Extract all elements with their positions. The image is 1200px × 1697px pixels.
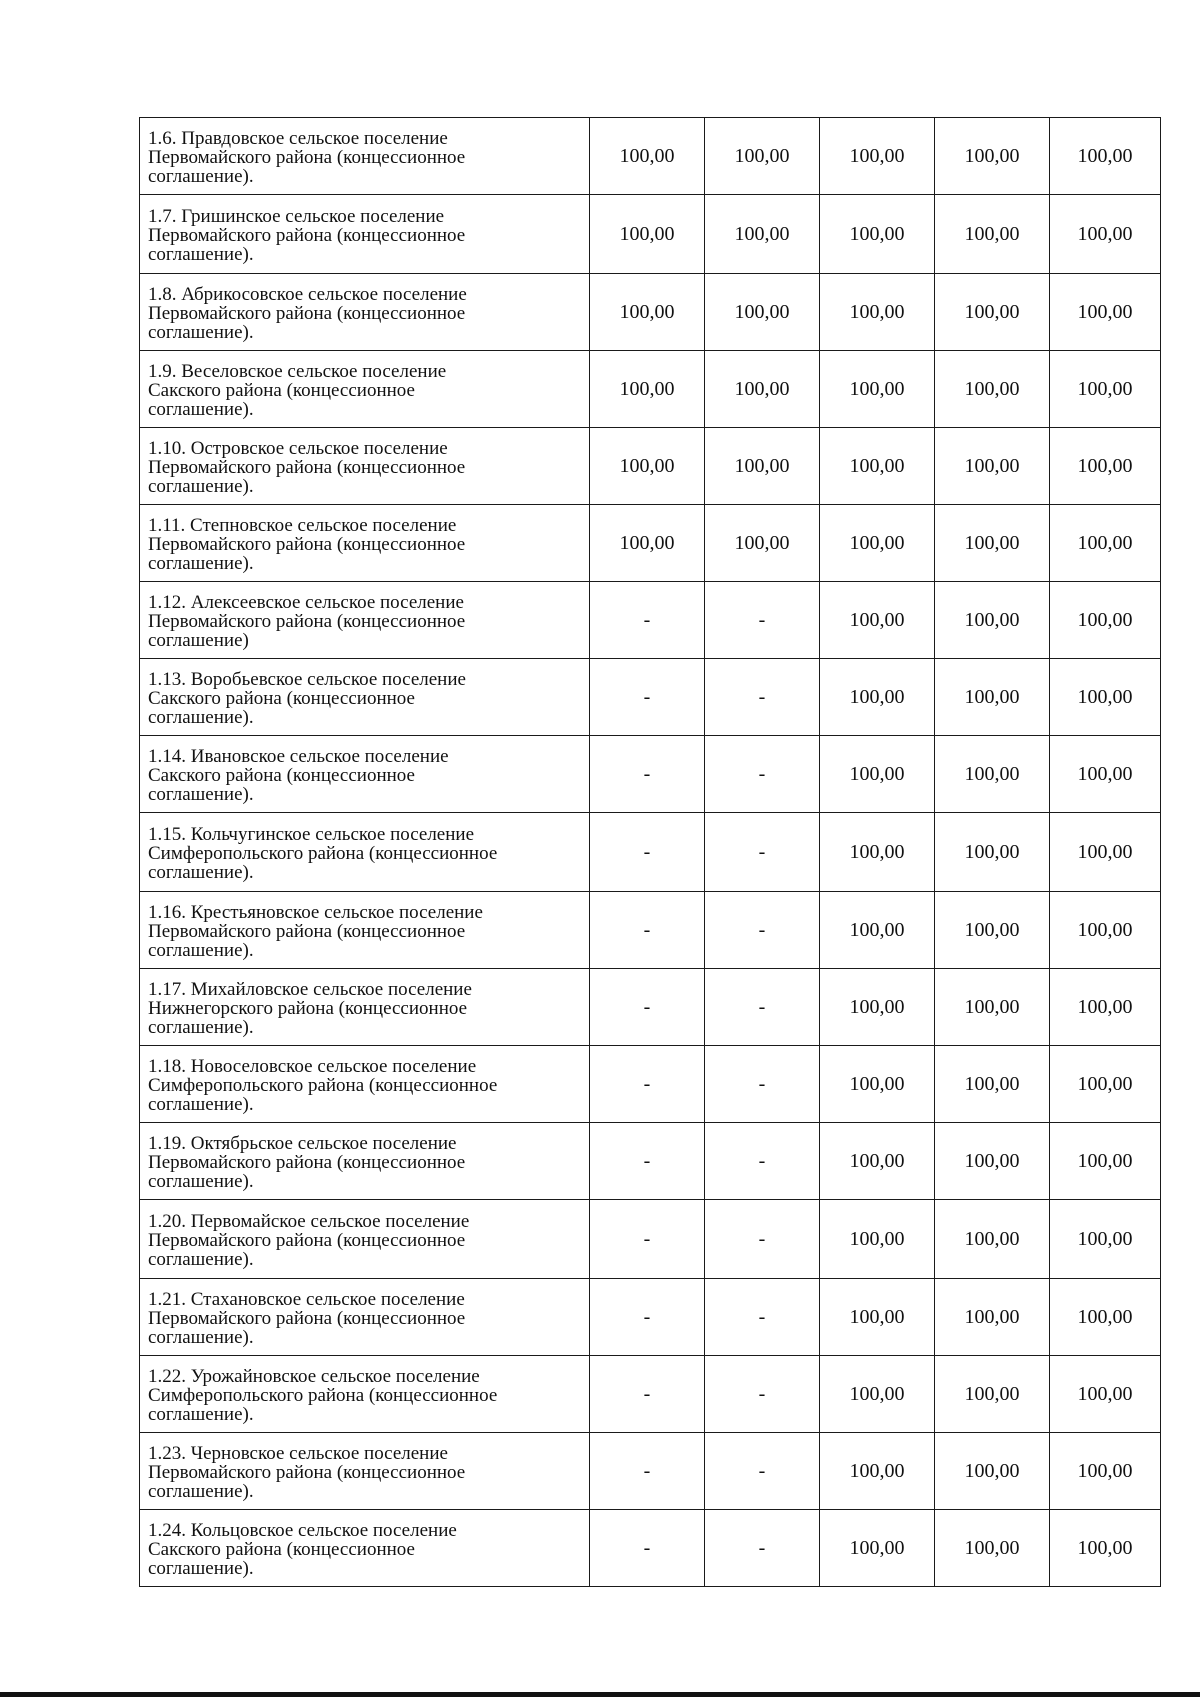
settlement-name-line: 1.17. Михайловское сельское поселение <box>148 978 472 1000</box>
value-cell: 100,00 <box>935 1200 1050 1279</box>
settlement-name-cell <box>140 1200 590 1279</box>
page-bottom-divider <box>0 1692 1200 1697</box>
value-cell: 100,00 <box>705 118 820 195</box>
value-cell: 100,00 <box>1050 1123 1161 1200</box>
settlement-name-line: 1.9. Веселовское сельское поселение <box>148 360 447 382</box>
settlement-name-line: соглашение). <box>148 1170 254 1192</box>
settlement-name-line: соглашение). <box>148 939 254 961</box>
value-cell: - <box>590 969 705 1046</box>
table-row <box>140 118 1161 195</box>
value-cell: 100,00 <box>1050 195 1161 274</box>
value-cell: 100,00 <box>705 274 820 351</box>
settlement-name-line: Сакского района (концессионное <box>148 1538 415 1560</box>
value-cell: 100,00 <box>590 351 705 428</box>
table-row <box>140 274 1161 351</box>
settlement-name-cell <box>140 1279 590 1356</box>
settlement-name-line: соглашение). <box>148 1403 254 1425</box>
value-cell: 100,00 <box>935 195 1050 274</box>
settlement-name-cell <box>140 813 590 892</box>
value-cell: - <box>705 1356 820 1433</box>
settlement-name-line: соглашение). <box>148 861 254 883</box>
value-cell: 100,00 <box>935 1356 1050 1433</box>
table-row <box>140 1279 1161 1356</box>
value-cell: 100,00 <box>1050 1510 1161 1587</box>
settlement-name-cell <box>140 1356 590 1433</box>
settlement-name-line: 1.12. Алексеевское сельское поселение <box>148 591 464 613</box>
value-cell: 100,00 <box>1050 1433 1161 1510</box>
value-cell: 100,00 <box>935 1433 1050 1510</box>
value-cell: 100,00 <box>590 195 705 274</box>
settlement-name-line: 1.14. Ивановское сельское поселение <box>148 745 449 767</box>
value-cell: 100,00 <box>935 969 1050 1046</box>
value-cell: 100,00 <box>1050 1046 1161 1123</box>
value-cell: 100,00 <box>1050 736 1161 813</box>
table-row <box>140 1356 1161 1433</box>
value-cell: - <box>705 892 820 969</box>
value-cell: 100,00 <box>590 428 705 505</box>
settlement-name-line: Первомайского района (концессионное <box>148 920 466 942</box>
value-cell: - <box>590 582 705 659</box>
settlement-name-line: соглашение). <box>148 1093 254 1115</box>
table-row <box>140 428 1161 505</box>
table-row <box>140 1433 1161 1510</box>
table-row <box>140 351 1161 428</box>
value-cell: - <box>705 1046 820 1123</box>
value-cell: 100,00 <box>820 351 935 428</box>
settlements-table <box>139 117 1161 1587</box>
settlement-name-line: Первомайского района (концессионное <box>148 1461 466 1483</box>
value-cell: 100,00 <box>820 1046 935 1123</box>
value-cell: 100,00 <box>820 505 935 582</box>
value-cell: - <box>705 1279 820 1356</box>
value-cell: 100,00 <box>705 351 820 428</box>
value-cell: - <box>590 1123 705 1200</box>
settlement-name-line: соглашение). <box>148 1326 254 1348</box>
table-row <box>140 659 1161 736</box>
value-cell: 100,00 <box>820 428 935 505</box>
value-cell: 100,00 <box>590 118 705 195</box>
value-cell: 100,00 <box>1050 1279 1161 1356</box>
settlement-name-cell <box>140 274 590 351</box>
table-row <box>140 1123 1161 1200</box>
settlement-name-line: соглашение). <box>148 475 254 497</box>
settlement-name-cell <box>140 1123 590 1200</box>
settlement-name-line: Первомайского района (концессионное <box>148 610 466 632</box>
value-cell: 100,00 <box>705 505 820 582</box>
settlement-name-line: 1.19. Октябрьское сельское поселение <box>148 1132 457 1154</box>
settlement-name-line: 1.8. Абрикосовское сельское поселение <box>148 283 467 305</box>
settlement-name-line: соглашение) <box>148 629 249 651</box>
table-row <box>140 505 1161 582</box>
settlement-name-line: Симферопольского района (концессионное <box>148 842 498 864</box>
settlement-name-cell <box>140 1046 590 1123</box>
value-cell: - <box>590 813 705 892</box>
settlement-name-cell <box>140 428 590 505</box>
value-cell: - <box>705 659 820 736</box>
value-cell: 100,00 <box>1050 351 1161 428</box>
value-cell: 100,00 <box>935 118 1050 195</box>
settlement-name-line: 1.16. Крестьяновское сельское поселение <box>148 901 483 923</box>
value-cell: - <box>590 1279 705 1356</box>
settlement-name-line: соглашение). <box>148 1480 254 1502</box>
value-cell: - <box>590 736 705 813</box>
value-cell: 100,00 <box>820 892 935 969</box>
value-cell: 100,00 <box>935 1510 1050 1587</box>
settlement-name-line: Первомайского района (концессионное <box>148 456 466 478</box>
settlement-name-line: 1.23. Черновское сельское поселение <box>148 1442 448 1464</box>
settlement-name-line: Симферопольского района (концессионное <box>148 1384 498 1406</box>
value-cell: - <box>705 582 820 659</box>
value-cell: 100,00 <box>935 351 1050 428</box>
value-cell: 100,00 <box>820 1279 935 1356</box>
value-cell: - <box>705 813 820 892</box>
value-cell: - <box>590 892 705 969</box>
settlement-name-cell <box>140 1510 590 1587</box>
value-cell: 100,00 <box>1050 582 1161 659</box>
value-cell: 100,00 <box>820 813 935 892</box>
settlement-name-cell <box>140 195 590 274</box>
settlement-name-cell <box>140 351 590 428</box>
settlement-name-line: Первомайского района (концессионное <box>148 1229 466 1251</box>
value-cell: 100,00 <box>1050 274 1161 351</box>
value-cell: 100,00 <box>935 892 1050 969</box>
value-cell: 100,00 <box>820 274 935 351</box>
value-cell: 100,00 <box>1050 118 1161 195</box>
value-cell: 100,00 <box>820 118 935 195</box>
settlement-name-line: соглашение). <box>148 243 254 265</box>
value-cell: 100,00 <box>1050 659 1161 736</box>
value-cell: 100,00 <box>820 1510 935 1587</box>
table-row <box>140 1510 1161 1587</box>
settlement-name-line: 1.22. Урожайновское сельское поселение <box>148 1365 480 1387</box>
value-cell: 100,00 <box>820 582 935 659</box>
value-cell: 100,00 <box>1050 428 1161 505</box>
value-cell: 100,00 <box>1050 813 1161 892</box>
settlement-name-line: Нижнегорского района (концессионное <box>148 997 468 1019</box>
value-cell: - <box>705 969 820 1046</box>
value-cell: - <box>590 1433 705 1510</box>
value-cell: 100,00 <box>820 736 935 813</box>
value-cell: 100,00 <box>705 428 820 505</box>
settlement-name-line: Первомайского района (концессионное <box>148 533 466 555</box>
table-row <box>140 813 1161 892</box>
settlement-name-line: Сакского района (концессионное <box>148 687 415 709</box>
settlement-name-line: 1.10. Островское сельское поселение <box>148 437 448 459</box>
value-cell: 100,00 <box>1050 1200 1161 1279</box>
settlement-name-line: 1.15. Кольчугинское сельское поселение <box>148 823 475 845</box>
settlement-name-line: 1.21. Стахановское сельское поселение <box>148 1288 465 1310</box>
value-cell: 100,00 <box>935 274 1050 351</box>
table-body <box>140 118 1161 1587</box>
value-cell: 100,00 <box>935 505 1050 582</box>
value-cell: 100,00 <box>820 1356 935 1433</box>
value-cell: 100,00 <box>820 659 935 736</box>
settlement-name-line: соглашение). <box>148 165 254 187</box>
settlement-name-cell <box>140 118 590 195</box>
value-cell: - <box>705 1200 820 1279</box>
value-cell: 100,00 <box>1050 505 1161 582</box>
settlement-name-line: соглашение). <box>148 1248 254 1270</box>
value-cell: 100,00 <box>935 582 1050 659</box>
value-cell: - <box>705 1510 820 1587</box>
settlement-name-line: Первомайского района (концессионное <box>148 146 466 168</box>
settlement-name-line: Первомайского района (концессионное <box>148 1151 466 1173</box>
settlement-name-line: соглашение). <box>148 321 254 343</box>
value-cell: 100,00 <box>705 195 820 274</box>
settlement-name-line: Первомайского района (концессионное <box>148 1307 466 1329</box>
value-cell: 100,00 <box>1050 969 1161 1046</box>
settlement-name-cell <box>140 582 590 659</box>
settlement-name-cell <box>140 505 590 582</box>
settlement-name-line: 1.7. Гришинское сельское поселение <box>148 205 445 227</box>
value-cell: - <box>590 659 705 736</box>
settlement-name-line: Первомайского района (концессионное <box>148 302 466 324</box>
value-cell: 100,00 <box>935 659 1050 736</box>
settlement-name-line: 1.6. Правдовское сельское поселение <box>148 127 448 149</box>
value-cell: 100,00 <box>820 195 935 274</box>
value-cell: 100,00 <box>935 1279 1050 1356</box>
value-cell: 100,00 <box>935 813 1050 892</box>
settlement-name-line: 1.18. Новоселовское сельское поселение <box>148 1055 477 1077</box>
settlement-name-line: соглашение). <box>148 552 254 574</box>
value-cell: 100,00 <box>935 1046 1050 1123</box>
settlement-name-line: 1.13. Воробьевское сельское поселение <box>148 668 466 690</box>
value-cell: 100,00 <box>935 1123 1050 1200</box>
settlement-name-cell <box>140 892 590 969</box>
settlement-name-line: 1.20. Первомайское сельское поселение <box>148 1210 470 1232</box>
table-row <box>140 582 1161 659</box>
value-cell: 100,00 <box>820 1200 935 1279</box>
value-cell: - <box>705 736 820 813</box>
settlement-name-line: Сакского района (концессионное <box>148 379 415 401</box>
value-cell: 100,00 <box>1050 892 1161 969</box>
value-cell: 100,00 <box>590 505 705 582</box>
value-cell: - <box>705 1123 820 1200</box>
value-cell: 100,00 <box>820 1433 935 1510</box>
settlement-name-cell <box>140 1433 590 1510</box>
settlement-name-line: Первомайского района (концессионное <box>148 224 466 246</box>
settlement-name-line: 1.11. Степновское сельское поселение <box>148 514 457 536</box>
table-row <box>140 1046 1161 1123</box>
settlement-name-cell <box>140 736 590 813</box>
settlement-name-line: соглашение). <box>148 783 254 805</box>
value-cell: - <box>590 1046 705 1123</box>
value-cell: 100,00 <box>590 274 705 351</box>
table-row <box>140 736 1161 813</box>
value-cell: 100,00 <box>1050 1356 1161 1433</box>
value-cell: - <box>590 1356 705 1433</box>
settlement-name-cell <box>140 969 590 1046</box>
value-cell: 100,00 <box>820 969 935 1046</box>
settlement-name-line: Сакского района (концессионное <box>148 764 415 786</box>
settlement-name-line: Симферопольского района (концессионное <box>148 1074 498 1096</box>
settlement-name-line: соглашение). <box>148 1557 254 1579</box>
settlement-name-line: соглашение). <box>148 1016 254 1038</box>
table-row <box>140 195 1161 274</box>
value-cell: - <box>590 1510 705 1587</box>
table-row <box>140 969 1161 1046</box>
value-cell: - <box>590 1200 705 1279</box>
value-cell: 100,00 <box>935 736 1050 813</box>
value-cell: 100,00 <box>935 428 1050 505</box>
table-row <box>140 1200 1161 1279</box>
settlement-name-line: 1.24. Кольцовское сельское поселение <box>148 1519 457 1541</box>
settlement-name-cell <box>140 659 590 736</box>
settlement-name-line: соглашение). <box>148 706 254 728</box>
table-row <box>140 892 1161 969</box>
value-cell: - <box>705 1433 820 1510</box>
settlement-name-line: соглашение). <box>148 398 254 420</box>
value-cell: 100,00 <box>820 1123 935 1200</box>
